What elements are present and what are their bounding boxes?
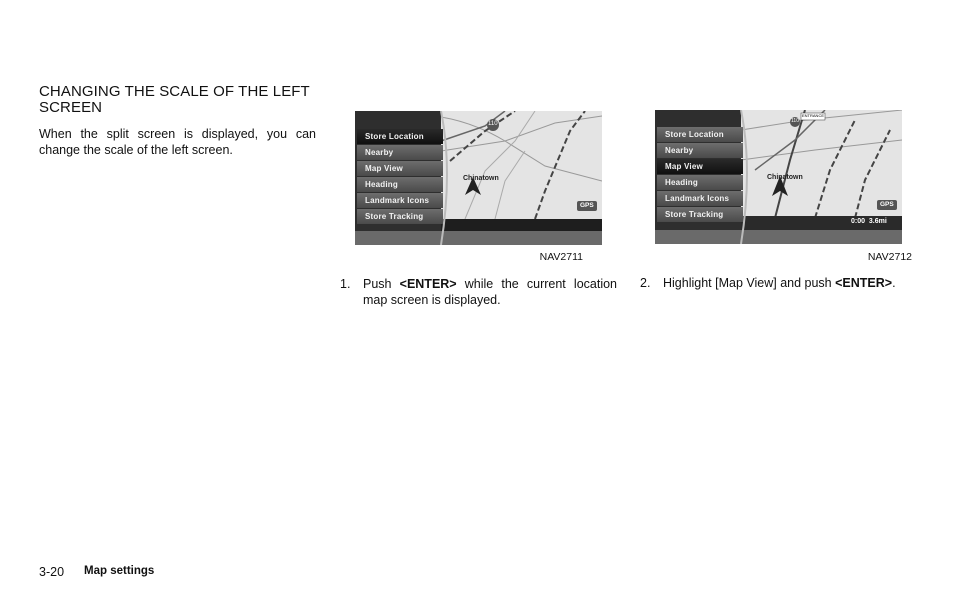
menu-item-landmark-icons[interactable]: Landmark Icons xyxy=(357,193,443,208)
gps-badge: GPS xyxy=(580,202,594,209)
status-bar: 0:00 3.6mi xyxy=(851,218,887,225)
side-menu xyxy=(657,127,743,223)
menu-item-store-location[interactable]: Store Location xyxy=(357,129,443,144)
step-2 xyxy=(640,275,917,291)
step-text: Push <ENTER> while the current location map screen is displayed. xyxy=(363,277,618,307)
menu-item-store-location[interactable]: Store Location xyxy=(657,127,743,142)
menu-item-store-tracking[interactable]: Store Tracking xyxy=(357,209,443,224)
step-number: 2. xyxy=(640,276,651,290)
nav-screenshot-2 xyxy=(655,110,902,244)
figure-caption: NAV2711 xyxy=(539,251,583,263)
route-badge: 110 xyxy=(791,118,799,124)
map-label: Chinatown xyxy=(767,174,803,181)
menu-item-map-view[interactable]: Map View xyxy=(657,159,743,174)
step-1 xyxy=(340,276,617,308)
menu-item-map-view[interactable]: Map View xyxy=(357,161,443,176)
figure-caption: NAV2712 xyxy=(867,251,912,263)
step-text: Highlight [Map View] and push <ENTER>. xyxy=(663,276,896,290)
page-number: 3-20 xyxy=(39,565,65,579)
step-number: 1. xyxy=(340,277,351,291)
entrance-label: ENTRANCE xyxy=(802,113,825,118)
menu-item-heading[interactable]: Heading xyxy=(357,177,443,192)
menu-item-landmark-icons[interactable]: Landmark Icons xyxy=(657,191,743,206)
section-heading: CHANGING THE SCALE OF THE LEFT SCREEN xyxy=(39,83,310,116)
menu-item-store-tracking[interactable]: Store Tracking xyxy=(657,207,743,222)
route-badge: 110 xyxy=(488,121,498,127)
menu-item-heading[interactable]: Heading xyxy=(657,175,743,190)
footer-section-title: Map settings xyxy=(84,565,155,577)
side-menu xyxy=(357,129,443,225)
nav-screenshot-1 xyxy=(355,111,602,245)
intro-paragraph: When the split screen is displayed, you can change the scale of the left screen. xyxy=(39,127,316,157)
menu-item-nearby[interactable]: Nearby xyxy=(357,145,443,160)
menu-item-nearby[interactable]: Nearby xyxy=(657,143,743,158)
gps-badge: GPS xyxy=(880,201,894,208)
map-label: Chinatown xyxy=(463,175,499,182)
